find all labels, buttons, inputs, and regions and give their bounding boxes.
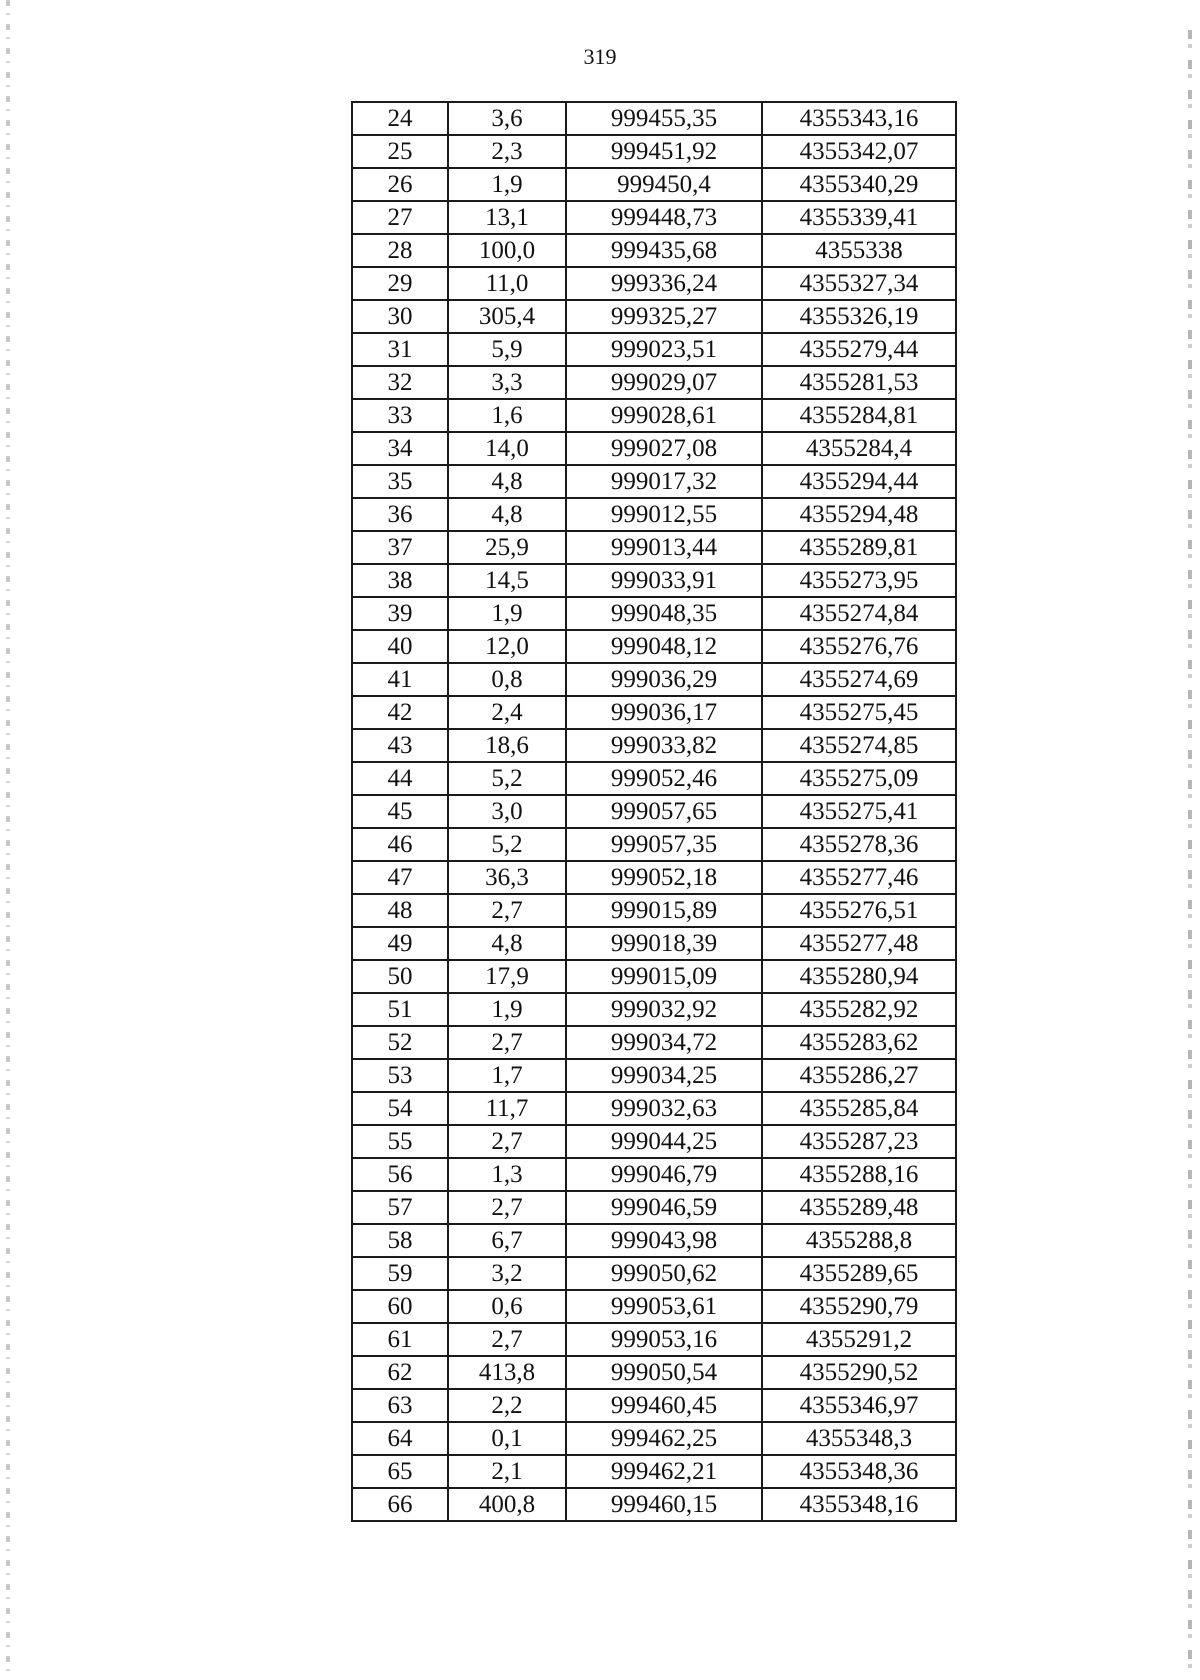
x-coordinate-cell: 999032,63 <box>566 1092 762 1125</box>
segment-length-cell: 11,0 <box>448 267 566 300</box>
segment-length-cell: 1,9 <box>448 993 566 1026</box>
x-coordinate-cell: 999057,35 <box>566 828 762 861</box>
table-row <box>352 1191 956 1224</box>
table-row <box>352 1323 956 1356</box>
x-coordinate-cell: 999046,59 <box>566 1191 762 1224</box>
point-number-cell: 46 <box>352 828 448 861</box>
table-row <box>352 1125 956 1158</box>
point-number-cell: 53 <box>352 1059 448 1092</box>
y-coordinate-cell: 4355342,07 <box>762 135 956 168</box>
table-row <box>352 168 956 201</box>
table-row <box>352 1455 956 1488</box>
coordinates-table <box>351 101 957 1522</box>
segment-length-cell: 0,1 <box>448 1422 566 1455</box>
segment-length-cell: 0,6 <box>448 1290 566 1323</box>
point-number-cell: 49 <box>352 927 448 960</box>
x-coordinate-cell: 999033,91 <box>566 564 762 597</box>
point-number-cell: 40 <box>352 630 448 663</box>
y-coordinate-cell: 4355348,36 <box>762 1455 956 1488</box>
x-coordinate-cell: 999027,08 <box>566 432 762 465</box>
point-number-cell: 33 <box>352 399 448 432</box>
table-row <box>352 927 956 960</box>
point-number-cell: 59 <box>352 1257 448 1290</box>
y-coordinate-cell: 4355274,69 <box>762 663 956 696</box>
y-coordinate-cell: 4355275,41 <box>762 795 956 828</box>
point-number-cell: 61 <box>352 1323 448 1356</box>
table-row <box>352 630 956 663</box>
segment-length-cell: 100,0 <box>448 234 566 267</box>
table-row <box>352 333 956 366</box>
point-number-cell: 30 <box>352 300 448 333</box>
table-row <box>352 828 956 861</box>
point-number-cell: 31 <box>352 333 448 366</box>
y-coordinate-cell: 4355283,62 <box>762 1026 956 1059</box>
y-coordinate-cell: 4355284,81 <box>762 399 956 432</box>
segment-length-cell: 3,0 <box>448 795 566 828</box>
x-coordinate-cell: 999015,09 <box>566 960 762 993</box>
segment-length-cell: 2,7 <box>448 894 566 927</box>
table-row <box>352 1059 956 1092</box>
x-coordinate-cell: 999032,92 <box>566 993 762 1026</box>
segment-length-cell: 1,9 <box>448 168 566 201</box>
point-number-cell: 45 <box>352 795 448 828</box>
x-coordinate-cell: 999043,98 <box>566 1224 762 1257</box>
x-coordinate-cell: 999448,73 <box>566 201 762 234</box>
y-coordinate-cell: 4355274,84 <box>762 597 956 630</box>
table-row <box>352 1158 956 1191</box>
y-coordinate-cell: 4355288,8 <box>762 1224 956 1257</box>
x-coordinate-cell: 999057,65 <box>566 795 762 828</box>
x-coordinate-cell: 999034,25 <box>566 1059 762 1092</box>
table-row <box>352 102 956 135</box>
segment-length-cell: 400,8 <box>448 1488 566 1521</box>
x-coordinate-cell: 999336,24 <box>566 267 762 300</box>
point-number-cell: 36 <box>352 498 448 531</box>
table-row <box>352 267 956 300</box>
segment-length-cell: 1,6 <box>448 399 566 432</box>
y-coordinate-cell: 4355348,3 <box>762 1422 956 1455</box>
table-row <box>352 366 956 399</box>
y-coordinate-cell: 4355346,97 <box>762 1389 956 1422</box>
point-number-cell: 38 <box>352 564 448 597</box>
y-coordinate-cell: 4355278,36 <box>762 828 956 861</box>
segment-length-cell: 12,0 <box>448 630 566 663</box>
x-coordinate-cell: 999462,21 <box>566 1455 762 1488</box>
x-coordinate-cell: 999462,25 <box>566 1422 762 1455</box>
table-row <box>352 762 956 795</box>
table-row <box>352 597 956 630</box>
y-coordinate-cell: 4355276,51 <box>762 894 956 927</box>
segment-length-cell: 2,7 <box>448 1125 566 1158</box>
y-coordinate-cell: 4355289,65 <box>762 1257 956 1290</box>
point-number-cell: 25 <box>352 135 448 168</box>
y-coordinate-cell: 4355327,34 <box>762 267 956 300</box>
x-coordinate-cell: 999450,4 <box>566 168 762 201</box>
y-coordinate-cell: 4355277,48 <box>762 927 956 960</box>
y-coordinate-cell: 4355291,2 <box>762 1323 956 1356</box>
x-coordinate-cell: 999029,07 <box>566 366 762 399</box>
x-coordinate-cell: 999435,68 <box>566 234 762 267</box>
y-coordinate-cell: 4355343,16 <box>762 102 956 135</box>
table-row <box>352 201 956 234</box>
table-row <box>352 1257 956 1290</box>
x-coordinate-cell: 999012,55 <box>566 498 762 531</box>
point-number-cell: 24 <box>352 102 448 135</box>
point-number-cell: 50 <box>352 960 448 993</box>
table-row <box>352 135 956 168</box>
y-coordinate-cell: 4355286,27 <box>762 1059 956 1092</box>
point-number-cell: 37 <box>352 531 448 564</box>
table-row <box>352 1290 956 1323</box>
x-coordinate-cell: 999455,35 <box>566 102 762 135</box>
table-row <box>352 993 956 1026</box>
y-coordinate-cell: 4355339,41 <box>762 201 956 234</box>
segment-length-cell: 18,6 <box>448 729 566 762</box>
page-number: 319 <box>583 44 617 69</box>
point-number-cell: 60 <box>352 1290 448 1323</box>
y-coordinate-cell: 4355284,4 <box>762 432 956 465</box>
segment-length-cell: 17,9 <box>448 960 566 993</box>
point-number-cell: 66 <box>352 1488 448 1521</box>
x-coordinate-cell: 999023,51 <box>566 333 762 366</box>
segment-length-cell: 11,7 <box>448 1092 566 1125</box>
y-coordinate-cell: 4355280,94 <box>762 960 956 993</box>
table-row <box>352 1092 956 1125</box>
segment-length-cell: 3,2 <box>448 1257 566 1290</box>
y-coordinate-cell: 4355277,46 <box>762 861 956 894</box>
segment-length-cell: 14,0 <box>448 432 566 465</box>
y-coordinate-cell: 4355294,48 <box>762 498 956 531</box>
x-coordinate-cell: 999053,16 <box>566 1323 762 1356</box>
x-coordinate-cell: 999052,46 <box>566 762 762 795</box>
y-coordinate-cell: 4355282,92 <box>762 993 956 1026</box>
table-row <box>352 465 956 498</box>
point-number-cell: 57 <box>352 1191 448 1224</box>
segment-length-cell: 0,8 <box>448 663 566 696</box>
table-row <box>352 894 956 927</box>
x-coordinate-cell: 999053,61 <box>566 1290 762 1323</box>
table-row <box>352 300 956 333</box>
segment-length-cell: 4,8 <box>448 465 566 498</box>
segment-length-cell: 36,3 <box>448 861 566 894</box>
y-coordinate-cell: 4355338 <box>762 234 956 267</box>
segment-length-cell: 1,3 <box>448 1158 566 1191</box>
y-coordinate-cell: 4355326,19 <box>762 300 956 333</box>
y-coordinate-cell: 4355276,76 <box>762 630 956 663</box>
segment-length-cell: 13,1 <box>448 201 566 234</box>
point-number-cell: 32 <box>352 366 448 399</box>
point-number-cell: 26 <box>352 168 448 201</box>
point-number-cell: 52 <box>352 1026 448 1059</box>
table-row <box>352 696 956 729</box>
y-coordinate-cell: 4355290,52 <box>762 1356 956 1389</box>
y-coordinate-cell: 4355274,85 <box>762 729 956 762</box>
table-row <box>352 564 956 597</box>
point-number-cell: 56 <box>352 1158 448 1191</box>
x-coordinate-cell: 999050,62 <box>566 1257 762 1290</box>
x-coordinate-cell: 999036,17 <box>566 696 762 729</box>
segment-length-cell: 305,4 <box>448 300 566 333</box>
table-row <box>352 795 956 828</box>
x-coordinate-cell: 999052,18 <box>566 861 762 894</box>
x-coordinate-cell: 999015,89 <box>566 894 762 927</box>
table-row <box>352 1356 956 1389</box>
segment-length-cell: 25,9 <box>448 531 566 564</box>
point-number-cell: 65 <box>352 1455 448 1488</box>
y-coordinate-cell: 4355275,45 <box>762 696 956 729</box>
segment-length-cell: 4,8 <box>448 927 566 960</box>
point-number-cell: 39 <box>352 597 448 630</box>
segment-length-cell: 2,3 <box>448 135 566 168</box>
segment-length-cell: 14,5 <box>448 564 566 597</box>
segment-length-cell: 2,4 <box>448 696 566 729</box>
scan-edge-right <box>1188 30 1192 1670</box>
segment-length-cell: 1,7 <box>448 1059 566 1092</box>
x-coordinate-cell: 999034,72 <box>566 1026 762 1059</box>
point-number-cell: 29 <box>352 267 448 300</box>
segment-length-cell: 5,2 <box>448 828 566 861</box>
y-coordinate-cell: 4355273,95 <box>762 564 956 597</box>
table-row <box>352 1488 956 1521</box>
x-coordinate-cell: 999017,32 <box>566 465 762 498</box>
table-row <box>352 399 956 432</box>
point-number-cell: 28 <box>352 234 448 267</box>
y-coordinate-cell: 4355285,84 <box>762 1092 956 1125</box>
segment-length-cell: 5,9 <box>448 333 566 366</box>
segment-length-cell: 3,6 <box>448 102 566 135</box>
point-number-cell: 55 <box>352 1125 448 1158</box>
segment-length-cell: 3,3 <box>448 366 566 399</box>
point-number-cell: 58 <box>352 1224 448 1257</box>
x-coordinate-cell: 999460,45 <box>566 1389 762 1422</box>
x-coordinate-cell: 999050,54 <box>566 1356 762 1389</box>
y-coordinate-cell: 4355281,53 <box>762 366 956 399</box>
segment-length-cell: 2,7 <box>448 1026 566 1059</box>
coordinates-table-body <box>352 102 956 1521</box>
point-number-cell: 64 <box>352 1422 448 1455</box>
table-row <box>352 432 956 465</box>
table-row <box>352 498 956 531</box>
x-coordinate-cell: 999460,15 <box>566 1488 762 1521</box>
table-row <box>352 1026 956 1059</box>
x-coordinate-cell: 999013,44 <box>566 531 762 564</box>
table-row <box>352 531 956 564</box>
segment-length-cell: 2,7 <box>448 1191 566 1224</box>
table-row <box>352 960 956 993</box>
segment-length-cell: 4,8 <box>448 498 566 531</box>
point-number-cell: 51 <box>352 993 448 1026</box>
segment-length-cell: 2,1 <box>448 1455 566 1488</box>
x-coordinate-cell: 999033,82 <box>566 729 762 762</box>
scan-edge-left <box>6 0 10 1680</box>
table-row <box>352 1422 956 1455</box>
point-number-cell: 63 <box>352 1389 448 1422</box>
x-coordinate-cell: 999046,79 <box>566 1158 762 1191</box>
segment-length-cell: 5,2 <box>448 762 566 795</box>
x-coordinate-cell: 999028,61 <box>566 399 762 432</box>
point-number-cell: 54 <box>352 1092 448 1125</box>
point-number-cell: 35 <box>352 465 448 498</box>
segment-length-cell: 6,7 <box>448 1224 566 1257</box>
point-number-cell: 62 <box>352 1356 448 1389</box>
x-coordinate-cell: 999048,12 <box>566 630 762 663</box>
segment-length-cell: 413,8 <box>448 1356 566 1389</box>
y-coordinate-cell: 4355294,44 <box>762 465 956 498</box>
y-coordinate-cell: 4355290,79 <box>762 1290 956 1323</box>
segment-length-cell: 2,2 <box>448 1389 566 1422</box>
point-number-cell: 48 <box>352 894 448 927</box>
table-row <box>352 861 956 894</box>
table-row <box>352 729 956 762</box>
y-coordinate-cell: 4355340,29 <box>762 168 956 201</box>
table-row <box>352 1389 956 1422</box>
y-coordinate-cell: 4355279,44 <box>762 333 956 366</box>
segment-length-cell: 1,9 <box>448 597 566 630</box>
point-number-cell: 43 <box>352 729 448 762</box>
y-coordinate-cell: 4355287,23 <box>762 1125 956 1158</box>
point-number-cell: 44 <box>352 762 448 795</box>
point-number-cell: 42 <box>352 696 448 729</box>
y-coordinate-cell: 4355275,09 <box>762 762 956 795</box>
y-coordinate-cell: 4355288,16 <box>762 1158 956 1191</box>
table-row <box>352 1224 956 1257</box>
y-coordinate-cell: 4355289,81 <box>762 531 956 564</box>
y-coordinate-cell: 4355348,16 <box>762 1488 956 1521</box>
point-number-cell: 47 <box>352 861 448 894</box>
x-coordinate-cell: 999451,92 <box>566 135 762 168</box>
x-coordinate-cell: 999036,29 <box>566 663 762 696</box>
y-coordinate-cell: 4355289,48 <box>762 1191 956 1224</box>
point-number-cell: 34 <box>352 432 448 465</box>
table-row <box>352 663 956 696</box>
x-coordinate-cell: 999325,27 <box>566 300 762 333</box>
point-number-cell: 41 <box>352 663 448 696</box>
x-coordinate-cell: 999044,25 <box>566 1125 762 1158</box>
x-coordinate-cell: 999048,35 <box>566 597 762 630</box>
point-number-cell: 27 <box>352 201 448 234</box>
segment-length-cell: 2,7 <box>448 1323 566 1356</box>
table-row <box>352 234 956 267</box>
x-coordinate-cell: 999018,39 <box>566 927 762 960</box>
